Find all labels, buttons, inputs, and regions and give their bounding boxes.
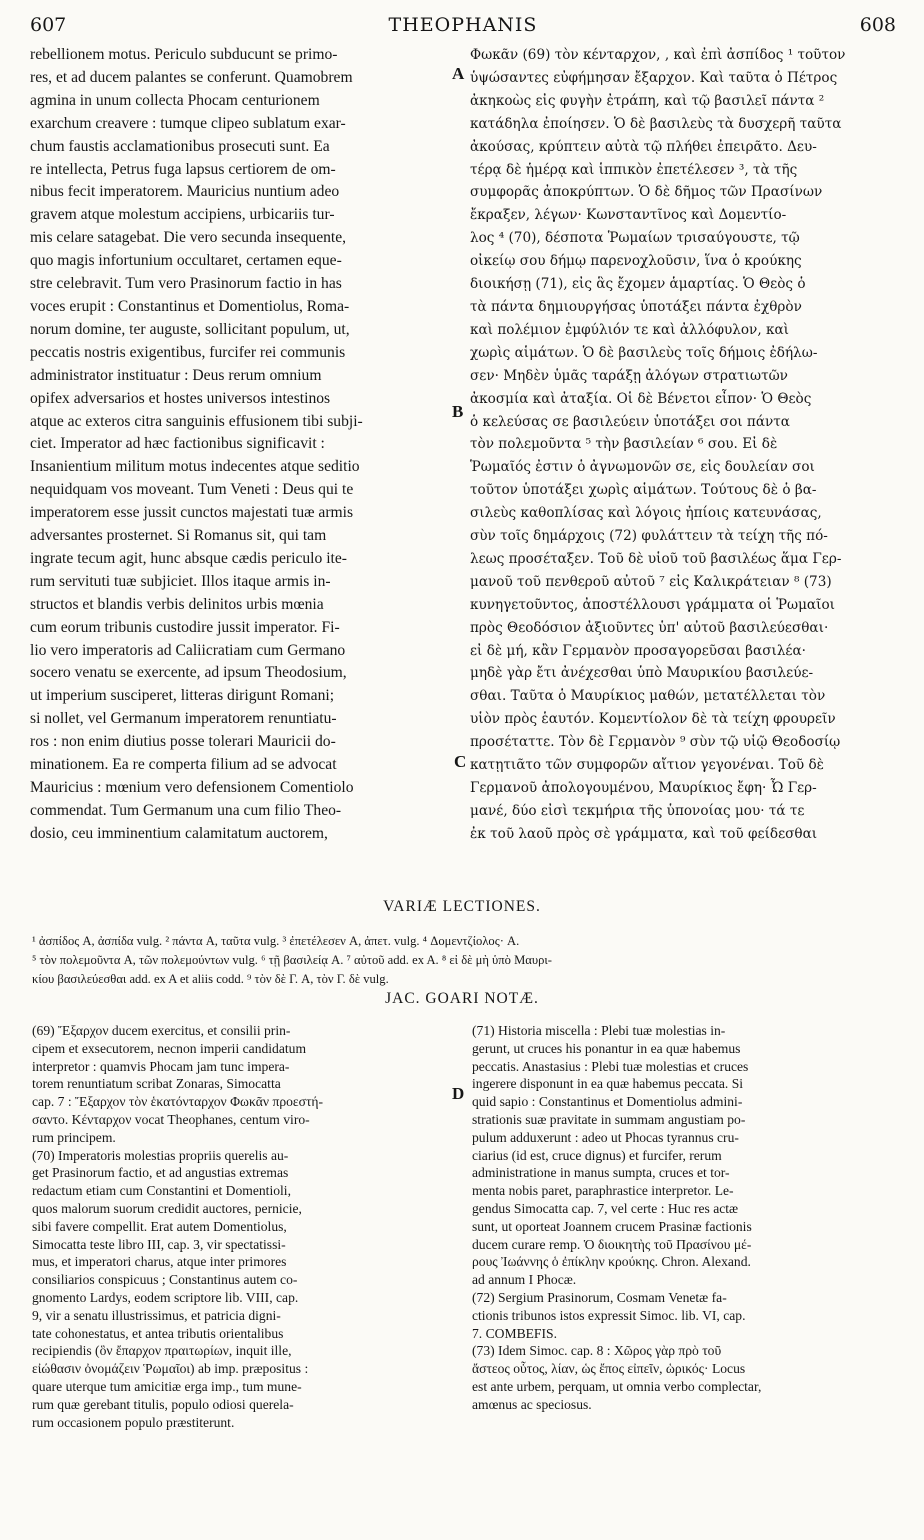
latin-line: mis celare satagebat. Die vero secunda insequente, [30, 229, 347, 247]
note-line: cap. 7 : Ἔξαρχον τὸν ἑκατόνταρχον Φωκᾶν προεστή- [32, 1094, 324, 1110]
greek-line: κατάδηλα ἐποίησεν. Ὁ δὲ βασιλεὺς τὰ δυσχερῆ ταῦτα [470, 115, 842, 132]
greek-line: τοῦτον ὑποτάξει χωρὶς αἱμάτων. Τούτους δὲ ὁ βα- [470, 482, 817, 499]
greek-line: μανέ, δύο εἰσὶ τεκμήρια τῆς ὑπονοίας μου· τά τε [470, 802, 805, 819]
note-line: sunt, ut oporteat Joannem crucem Prasinæ factionis [472, 1218, 752, 1234]
note-line: pulum adduxerunt : adeo ut Phocas tyrannus cru- [472, 1129, 739, 1145]
latin-line: norum domine, ter auguste, sollicitant populum, ut, [30, 320, 350, 338]
page-number-right: 608 [859, 14, 896, 36]
greek-line: ὑψώσαντες εὐφήμησαν ἔξαρχον. Καὶ ταῦτα ὁ Πέτρος [470, 69, 838, 86]
latin-line: administrator instituatur : Deus rerum omnium [30, 366, 322, 384]
latin-line: ut imperium susciperet, litteras dirigunt Romani; [30, 687, 335, 705]
greek-line: ἔκραξεν, λέγων· Κωνσταντῖνος καὶ Δομεντίο- [470, 207, 787, 224]
latin-line: Insanientium militum motus indecentes atque seditio [30, 458, 360, 476]
greek-line: ὁ κελεύσας σε βασιλεύειν ὑποτάξει σοι πάντα [470, 413, 790, 430]
note-line: torem renuntiatum scribat Zonaras, Simocatta [32, 1076, 281, 1092]
note-line: (73) Idem Simoc. cap. 8 : Χῶρος γὰρ πρὸ τοῦ [472, 1343, 722, 1359]
note-line: ctionis tribunos istos expressit Simoc. lib. VI, cap. [472, 1307, 746, 1323]
latin-line: chum faustis acclamationibus prosecuti sunt. Ea [30, 137, 330, 155]
latin-line: ros : non enim diutius posse tolerari Mauricii do- [30, 733, 336, 751]
latin-line: nibus fecit imperatorem. Mauricius nuntium adeo [30, 183, 340, 201]
latin-line: structos et blandis verbis delinitos urbis mœnia [30, 595, 324, 613]
greek-line: ἀκοσμία καὶ ἀταξία. Οἱ δὲ Βένετοι εἶπον· Ὁ Θεὸς [470, 390, 812, 407]
note-line: 9, vir a senatu illustrissimus, et patricia digni- [32, 1307, 281, 1323]
latin-line: imperatorem esse jussit cunctos majestati tuæ armis [30, 504, 354, 522]
note-line: εἰώθασιν ὀνομάζειν Ῥωμαῖοι) ab imp. præpositus : [32, 1361, 309, 1377]
variant-reading-line: ⁵ τὸν πολεμοῦντα A, τῶν πολεμούντων vulg. ⁶ τῇ βασιλείᾳ A. ⁷ αὐτοῦ add. ex A. ⁸ εἰ δὲ μὴ ὑπὸ Μαυρι- [32, 953, 552, 967]
latin-line: gravem atque molestum accipiens, urbicariis tur- [30, 206, 335, 224]
latin-text-column [30, 44, 454, 846]
note-line: ρους Ἰωάννης ὁ ἐπίκλην κρούκης. Chron. Alexand. [472, 1254, 751, 1270]
note-line: consiliarios conspicuus ; Constantinus autem co- [32, 1272, 298, 1288]
latin-line: dosio, ceu imminentium calamitatum auctorem, [30, 824, 328, 842]
note-line: Simocatta teste libro III, cap. 3, vir spectatissi- [32, 1236, 286, 1252]
note-line: amœnus ac speciosus. [472, 1396, 592, 1412]
greek-line: χωρὶς αἱμάτων. Ὁ δὲ βασιλεὺς τοῖς δήμοις ἐδήλω- [470, 344, 818, 361]
latin-line: minationem. Ea re comperta filium ad se advocat [30, 756, 337, 774]
note-line: gerunt, ut cruces his ponantur in ea quæ habemus [472, 1040, 741, 1056]
note-line: rum principem. [32, 1129, 116, 1145]
greek-line: ἀκούσας, κρύπτειν αὐτὰ τῷ πλήθει ἐπειρᾶτο. Δευ- [470, 138, 817, 155]
margin-mark-d: D [452, 1084, 465, 1103]
note-line: ducem curare remp. Ὁ διοικητὴς τοῦ Πρασίνου μέ- [472, 1236, 752, 1252]
note-line: recipiendis (ὃν ἔπαρχον πραιτωρίων, inquit ille, [32, 1343, 292, 1359]
note-line: quos malorum suorum credidit auctores, pernicie, [32, 1200, 302, 1216]
note-line: menta nobis paret, paraphrastice interpretor. Le- [472, 1183, 734, 1199]
greek-line: λος ⁴ (70), δέσποτα Ῥωμαίων τρισαύγουστε, τῷ [470, 230, 800, 247]
note-line: 7. COMBEFIS. [472, 1325, 557, 1341]
note-line: quare uterque tum amicitiæ erga imp., tum mune- [32, 1378, 302, 1394]
note-line: tate cohonestatus, et antea tributis orientalibus [32, 1325, 284, 1341]
greek-line: ἐκ τοῦ λαοῦ πρὸς σὲ γράμματα, καὶ τοῦ φείδεσθαι [470, 825, 818, 842]
latin-line: adversantes prosternet. Si Romanus sit, qui tam [30, 527, 327, 545]
greek-line: λεως προσέταξεν. Τοῦ δὲ υἱοῦ τοῦ βασιλέως ἅμα Γερ- [470, 550, 842, 567]
greek-line: ἀκηκοὼς εἰς φυγὴν ἐτράπη, καὶ τῷ βασιλεῖ πάντα ² [470, 92, 825, 109]
latin-line: socero venatu se exercente, ad ipsum Theodosium, [30, 664, 347, 682]
greek-line: τὸν πολεμοῦντα ⁵ τὴν βασιλείαν ⁶ σου. Εἰ δὲ [470, 436, 778, 453]
greek-line: διοικήσῃ (71), εἰς ἃς ἔχομεν ἁμαρτίας. Ὁ Θεὸς ὁ [470, 276, 806, 293]
greek-line: υἱὸν πρὸς ἑαυτόν. Κομεντίολον δὲ τὰ τείχη φρουρεῖν [470, 711, 836, 728]
greek-line: σὺν τοῖς δημάρχοις (72) φυλάττειν τὰ τείχη τῆς πό- [470, 528, 828, 545]
latin-line: res, et ad ducem palantes se conferunt. Quamobrem [30, 68, 353, 86]
notes-right-column [472, 1022, 898, 1414]
page-header [30, 14, 896, 40]
greek-line: πρὸς Θεοδόσιον ἀξιοῦντες ὑπ' αὐτοῦ βασιλεύεσθαι· [470, 619, 829, 636]
latin-line: nequidquam vos moveant. Tum Veneti : Deus qui te [30, 481, 354, 499]
greek-line: Φωκᾶν (69) τὸν κένταρχον, , καὶ ἐπὶ ἀσπίδος ¹ τοῦτον [470, 47, 846, 63]
variant-reading-line: ¹ ἀσπίδος A, ἀσπίδα vulg. ² πάντα A, ταῦτα vulg. ³ ἐπετέλεσεν A, ἀπετ. vulg. ⁴ Δομεντζίολος· A. [32, 934, 520, 948]
latin-line: atque ac exteros citra sanguinis effusionem tibi subji- [30, 412, 363, 430]
latin-line: re intellecta, Petrus fuga lapsus certiorem de om- [30, 160, 336, 178]
greek-line: κατῃτιᾶτο τῶν συμφορῶν αἴτιον γεγονέναι. Τοῦ δὲ [470, 757, 824, 774]
latin-line: cum eorum tribunis custodire jussit imperator. Fi- [30, 618, 340, 636]
note-line: rum occasionem populo præstiterunt. [32, 1414, 235, 1430]
greek-line: μανοῦ τοῦ πενθεροῦ αὐτοῦ ⁷ εἰς Καλικράτειαν ⁸ (73) [470, 573, 832, 590]
note-line: (71) Historia miscella : Plebi tuæ molestias in- [472, 1023, 726, 1038]
note-line: administratione in manus sumpta, cruces et tor- [472, 1165, 730, 1181]
greek-line: Ῥωμαῖός ἐστιν ὁ ἀγνωμονῶν σε, εἰς δουλείαν σοι [470, 459, 815, 476]
note-line: σαντο. Κένταρχον vocat Theophanes, centum viro- [32, 1111, 310, 1127]
greek-line: οἰκείῳ σου δήμῳ παρενοχλοῦσιν, ἵνα ὁ κρούκης [470, 253, 802, 270]
note-line: ἄστεος οὗτος, λίαν, ὡς ἔπος εἰπεῖν, ὡρικός· Locus [472, 1361, 746, 1377]
note-line: (69) Ἔξαρχον ducem exercitus, et consilii prin- [32, 1023, 291, 1038]
note-line: ciarius (id est, cruce dignus) et furcifer, rerum [472, 1147, 722, 1163]
latin-line: voces erupit : Constantinus et Domentiolus, Roma- [30, 297, 350, 315]
greek-line: σιλεὺς καθοπλίσας καὶ λόγοις ἠπίοις κατευνάσας, [470, 505, 822, 522]
margin-mark-c: C [454, 752, 467, 771]
note-line: ad annum I Phocæ. [472, 1272, 577, 1288]
variant-reading-line: κίου βασιλεύεσθαι add. ex A et aliis codd. ⁹ τὸν δὲ Γ. A, τὸν Γ. δὲ vulg. [32, 972, 389, 986]
variae-heading: VARIÆ LECTIONES. [383, 898, 541, 915]
latin-line: ciet. Imperator ad hæc factionibus significavit : [30, 435, 325, 453]
latin-line: rebellionem motus. Periculo subducunt se primo- [30, 46, 338, 63]
latin-line: ingrate tecum agit, hunc absque cædis periculo ite- [30, 549, 347, 567]
latin-line: quo magis infortunium occultaret, certamen eque- [30, 252, 342, 270]
note-line: get Prasinorum factio, et ad angustias extremas [32, 1165, 289, 1181]
greek-line: τέρᾳ δὲ ἡμέρᾳ καὶ ἱππικὸν ἐπετέλεσεν ³, τὰ τῆς [470, 161, 798, 178]
latin-line: exarchum creavere : tumque clipeo sublatum exar- [30, 114, 346, 132]
greek-line: συμφορᾶς ἀποκρύπτων. Ὁ δὲ δῆμος τῶν Πρασίνων [470, 184, 823, 201]
greek-line: εἰ δὲ μή, κἂν Γερμανὸν προσαγορεῦσαι βασιλέα· [470, 642, 806, 659]
note-line: interpretor : quamvis Phocam jam tunc impera- [32, 1058, 290, 1074]
greek-line: σεν· Μηδὲν ὑμᾶς ταράξῃ ἀλόγων στρατιωτῶν [470, 367, 788, 384]
note-line: redactum etiam cum Constantini et Domentioli, [32, 1183, 291, 1199]
latin-line: peccatis nostris exigentibus, furcifer rei communis [30, 343, 346, 361]
note-line: mus, et imperatori charus, atque inter primores [32, 1254, 287, 1270]
note-line: cipem et exsecutorem, necnon imperii candidatum [32, 1040, 307, 1056]
margin-mark-b: B [452, 402, 464, 421]
note-line: (70) Imperatoris molestias propriis querelis au- [32, 1147, 289, 1163]
note-line: ingerere disponunt in ea quæ habemus peccata. Si [472, 1076, 744, 1092]
note-line: est ante urbem, perquam, ut omnia verbo complectar, [472, 1378, 762, 1394]
notes-heading: JAC. GOARI NOTÆ. [385, 990, 539, 1007]
latin-line: si nollet, vel Germanum imperatorem renuntiatu- [30, 710, 337, 728]
note-line: sibi favere compellit. Erat autem Domentiolus, [32, 1218, 287, 1234]
latin-line: rum servituti tuæ subjiciet. Illos itaque armis in- [30, 572, 331, 590]
note-line: strationis suæ pravitate in summam angustiam po- [472, 1111, 746, 1127]
variae-lectiones [32, 932, 898, 989]
note-line: peccatis. Anastasius : Plebi tuæ molestias et cruces [472, 1058, 749, 1074]
note-line: (72) Sergium Prasinorum, Cosmam Venetæ fa- [472, 1289, 727, 1305]
greek-line: μηδὲ γὰρ ἔτι ἀνέχεσθαι ὑπὸ Μαυρικίου βασιλεύε- [470, 665, 814, 682]
greek-line: τὰ πάντα δημιουργήσας ὑποτάξει πάντα ἐχθρὸν [470, 298, 802, 315]
margin-mark-a: A [452, 64, 465, 83]
notes-left-column [32, 1022, 465, 1431]
note-line: gnomento Lardys, eodem scriptore lib. VIII, cap. [32, 1289, 299, 1305]
greek-text-column [470, 44, 896, 846]
greek-line: προσέταττε. Τὸν δὲ Γερμανὸν ⁹ σὺν τῷ υἱῷ Θεοδοσίῳ [470, 734, 841, 751]
greek-line: Γερμανοῦ ἀπολογουμένου, Μαυρίκιος ἔφη· Ὦ Γερ- [470, 780, 817, 796]
latin-line: Mauricius : mœnium vero defensionem Comentiolo [30, 779, 354, 796]
running-title: THEOPHANIS [388, 14, 538, 36]
note-line: rum quæ gerebant titulis, populo odiosi querela- [32, 1396, 294, 1412]
note-line: quid sapio : Constantinus et Domentiolus admini- [472, 1094, 743, 1110]
greek-line: κυνηγετοῦντος, ἀποστέλλουσι γράμματα οἱ Ῥωμαῖοι [470, 596, 835, 613]
greek-line: σθαι. Ταῦτα ὁ Μαυρίκιος μαθών, μετατέλλεται τὸν [470, 688, 826, 705]
latin-line: stre celebravit. Tum vero Prasinorum factio in has [30, 275, 342, 293]
note-line: gendus Simocatta cap. 7, vel certe : Huc res actæ [472, 1200, 739, 1216]
latin-line: agmina in unum collecta Phocam centurionem [30, 91, 320, 109]
greek-line: καὶ πολέμιον ἐμφύλιόν τε καὶ ἀλλόφυλον, καὶ [470, 321, 789, 338]
page-number-left: 607 [30, 14, 67, 36]
latin-line: lio vero imperatoris ad Caliicratiam cum Germano [30, 641, 346, 659]
latin-line: opifex adversarios et hostes universos intestinos [30, 389, 331, 407]
latin-line: commendat. Tum Germanum una cum filio Theo- [30, 801, 342, 819]
